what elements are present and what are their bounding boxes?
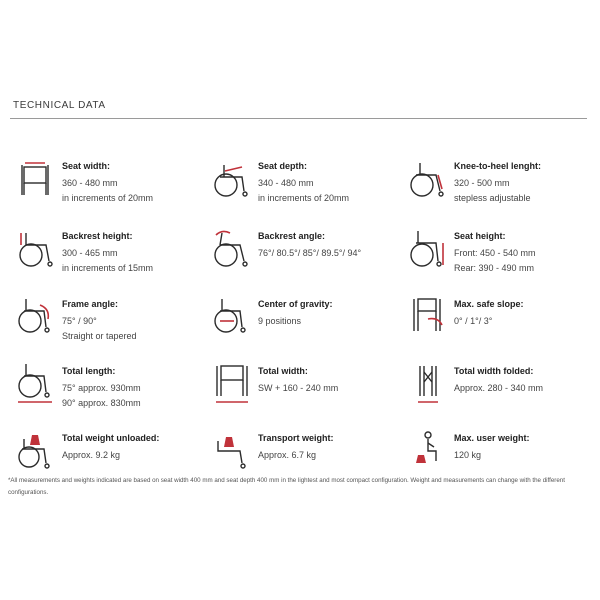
seat-width-icon: [16, 157, 56, 201]
spec-frame-angle: [16, 295, 206, 355]
spec-total-length: [16, 362, 206, 422]
spec-value: 120 kg: [454, 450, 482, 460]
spec-label: Total width folded:: [454, 366, 534, 376]
spec-seat-depth: [212, 157, 402, 217]
spec-label: Frame angle:: [62, 299, 119, 309]
spec-label: Knee-to-heel lenght:: [454, 161, 541, 171]
spec-value: in increments of 15mm: [62, 263, 154, 273]
spec-label: Total weight unloaded:: [62, 433, 160, 443]
spec-value: Approx. 6.7 kg: [258, 450, 317, 460]
spec-value: 360 - 480 mm: [62, 178, 118, 188]
spec-label: Max. user weight:: [454, 433, 530, 443]
spec-value: in increments of 20mm: [258, 193, 350, 203]
spec-value: Straight or tapered: [62, 331, 137, 341]
spec-label: Backrest angle:: [258, 231, 326, 241]
spec-center-of-gravity: [212, 295, 402, 355]
backrest-height-icon: [16, 227, 56, 271]
spec-value: 300 - 465 mm: [62, 248, 118, 258]
spec-value: Rear: 390 - 490 mm: [454, 263, 535, 273]
seat-depth-icon: [212, 157, 252, 201]
spec-value: stepless adjustable: [454, 193, 531, 203]
spec-label: Center of gravity:: [258, 299, 333, 309]
spec-label: Backrest height:: [62, 231, 133, 241]
spec-value: Approx. 280 - 340 mm: [454, 383, 544, 393]
spec-label: Seat width:: [62, 161, 111, 171]
spec-seat-height: [408, 227, 598, 287]
seat-height-icon: [408, 227, 448, 271]
backrest-angle-icon: [212, 227, 252, 271]
spec-value: SW + 160 - 240 mm: [258, 383, 339, 393]
transport-weight-icon: [212, 429, 252, 473]
knee-to-heel-icon: [408, 157, 448, 201]
safe-slope-icon: [408, 295, 448, 339]
spec-value: 0° / 1°/ 3°: [454, 316, 493, 326]
spec-label: Transport weight:: [258, 433, 334, 443]
total-length-icon: [16, 362, 56, 406]
center-of-gravity-icon: [212, 295, 252, 339]
width-folded-icon: [408, 362, 448, 406]
spec-total-width: [212, 362, 402, 422]
footnote: *All measurements and weights indicated are based on seat width 400 mm and seat depth 400 mm in the lightest and most compact configuration. Weight and measurements can change with the different configurations.: [8, 477, 565, 496]
spec-value: Front: 450 - 540 mm: [454, 248, 536, 258]
spec-value: 320 - 500 mm: [454, 178, 510, 188]
spec-value: in increments of 20mm: [62, 193, 154, 203]
spec-backrest-height: [16, 227, 206, 287]
frame-angle-icon: [16, 295, 56, 339]
spec-label: Seat depth:: [258, 161, 308, 171]
spec-width-folded: [408, 362, 598, 422]
max-user-weight-icon: [408, 429, 448, 473]
spec-label: Total width:: [258, 366, 308, 376]
spec-label: Total length:: [62, 366, 116, 376]
weight-unloaded-icon: [16, 429, 56, 473]
spec-value: 75° approx. 930mm: [62, 383, 141, 393]
total-width-icon: [212, 362, 252, 406]
header-divider: [10, 118, 587, 119]
spec-value: 9 positions: [258, 316, 302, 326]
spec-value: Approx. 9.2 kg: [62, 450, 121, 460]
spec-label: Max. safe slope:: [454, 299, 524, 309]
spec-safe-slope: [408, 295, 598, 355]
spec-label: Seat height:: [454, 231, 506, 241]
spec-value: 75° / 90°: [62, 316, 97, 326]
spec-backrest-angle: [212, 227, 402, 287]
spec-knee-to-heel: [408, 157, 598, 217]
spec-value: 76°/ 80.5°/ 85°/ 89.5°/ 94°: [258, 248, 362, 258]
spec-value: 90° approx. 830mm: [62, 398, 141, 408]
spec-value: 340 - 480 mm: [258, 178, 314, 188]
page-title: TECHNICAL DATA: [13, 100, 106, 111]
spec-seat-width: [16, 157, 206, 217]
